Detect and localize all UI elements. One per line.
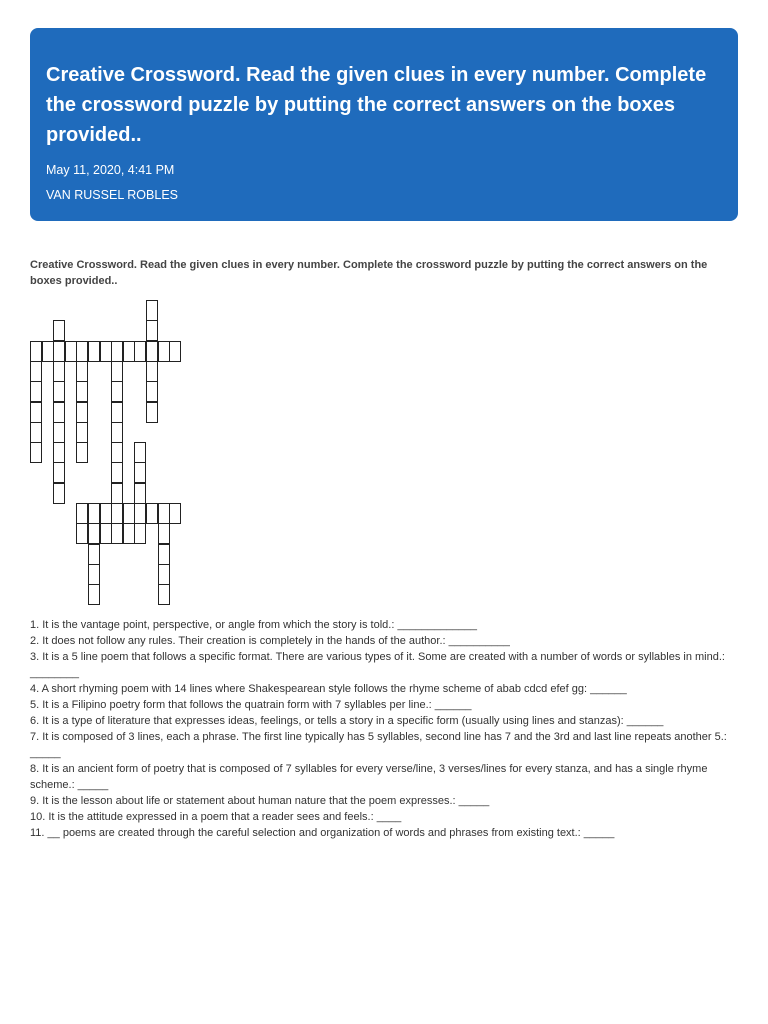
intro-text: Creative Crossword. Read the given clues in every number. Complete the crossword puzzle by putting the correct answers on the boxes provided..	[30, 259, 708, 287]
crossword-cell[interactable]	[146, 361, 158, 382]
crossword-cell[interactable]	[76, 523, 88, 544]
crossword-cell[interactable]	[134, 462, 146, 483]
crossword-cell[interactable]	[111, 483, 123, 504]
crossword-cell[interactable]	[100, 341, 112, 362]
crossword-cell[interactable]	[111, 462, 123, 483]
crossword-cell[interactable]	[100, 523, 112, 544]
crossword-cell[interactable]	[53, 381, 65, 402]
crossword-cell[interactable]	[53, 402, 65, 423]
clue-item: 4. A short rhyming poem with 14 lines where Shakespearean style follows the rhyme scheme of abab cdcd efef gg: ______	[30, 683, 627, 695]
crossword-cell[interactable]	[53, 341, 65, 362]
crossword-cell[interactable]	[30, 422, 42, 443]
crossword-cell[interactable]	[53, 483, 65, 504]
crossword-cell[interactable]	[123, 523, 135, 544]
crossword-cell[interactable]	[88, 564, 100, 585]
crossword-cell[interactable]	[158, 544, 170, 565]
crossword-cell[interactable]	[30, 361, 42, 382]
crossword-cell[interactable]	[134, 341, 146, 362]
crossword-cell[interactable]	[76, 381, 88, 402]
page-title: Creative Crossword. Read the given clues in every number. Complete the crossword puzzle by putting the correct answers on the boxes provided..	[46, 64, 707, 146]
crossword-cell[interactable]	[88, 341, 100, 362]
crossword-cell[interactable]	[76, 422, 88, 443]
crossword-cell[interactable]	[134, 483, 146, 504]
author-name: VAN RUSSEL ROBLES	[46, 188, 178, 202]
header-banner	[30, 28, 738, 221]
clue-item: 1. It is the vantage point, perspective, or angle from which the story is told.: _____________	[30, 619, 477, 631]
crossword-cell[interactable]	[111, 442, 123, 463]
clue-item: 2. It does not follow any rules. Their creation is completely in the hands of the author.: __________	[30, 635, 510, 647]
crossword-cell[interactable]	[76, 442, 88, 463]
crossword-cell[interactable]	[88, 544, 100, 565]
clue-item: 5. It is a Filipino poetry form that follows the quatrain form with 7 syllables per line.: ______	[30, 699, 472, 711]
crossword-cell[interactable]	[53, 361, 65, 382]
clue-list	[30, 617, 740, 841]
crossword-cell[interactable]	[134, 442, 146, 463]
crossword-cell[interactable]	[111, 341, 123, 362]
crossword-cell[interactable]	[158, 341, 170, 362]
clue-item: 6. It is a type of literature that expresses ideas, feelings, or tells a story in a specific form (usually using lines and stanzas): ______	[30, 715, 664, 727]
crossword-cell[interactable]	[111, 503, 123, 524]
crossword-cell[interactable]	[30, 402, 42, 423]
crossword-cell[interactable]	[53, 462, 65, 483]
crossword-cell[interactable]	[123, 341, 135, 362]
crossword-cell[interactable]	[134, 523, 146, 544]
crossword-cell[interactable]	[53, 320, 65, 341]
crossword-cell[interactable]	[76, 402, 88, 423]
crossword-cell[interactable]	[123, 503, 135, 524]
clue-item: 3. It is a 5 line poem that follows a specific format. There are various types of it. Some are created with a number of words or syllables in mind.: ________	[30, 651, 725, 679]
clue-item: 9. It is the lesson about life or statement about human nature that the poem expresses.: _____	[30, 795, 490, 807]
clue-item: 11. __ poems are created through the careful selection and organization of words and phrases from existing text.: _____	[30, 827, 615, 839]
crossword-cell[interactable]	[134, 503, 146, 524]
crossword-cell[interactable]	[158, 503, 170, 524]
crossword-cell[interactable]	[158, 523, 170, 544]
crossword-cell[interactable]	[146, 341, 158, 362]
clue-item: 8. It is an ancient form of poetry that is composed of 7 syllables for every verse/line, 3 verses/lines for every stanza, and has a single rhyme scheme.: _____	[30, 763, 708, 791]
post-date: May 11, 2020, 4:41 PM	[46, 163, 175, 177]
crossword-cell[interactable]	[53, 422, 65, 443]
crossword-cell[interactable]	[88, 523, 100, 544]
crossword-cell[interactable]	[169, 341, 181, 362]
crossword-cell[interactable]	[146, 320, 158, 341]
crossword-cell[interactable]	[65, 341, 77, 362]
crossword-cell[interactable]	[146, 503, 158, 524]
crossword-cell[interactable]	[100, 503, 112, 524]
crossword-cell[interactable]	[76, 361, 88, 382]
crossword-cell[interactable]	[30, 381, 42, 402]
crossword-cell[interactable]	[42, 341, 54, 362]
crossword-cell[interactable]	[146, 381, 158, 402]
crossword-cell[interactable]	[111, 422, 123, 443]
crossword-cell[interactable]	[111, 361, 123, 382]
crossword-cell[interactable]	[146, 300, 158, 321]
clue-item: 7. It is composed of 3 lines, each a phrase. The first line typically has 5 syllables, second line has 7 and the 3rd and last line repeats another 5.: _____	[30, 731, 727, 759]
crossword-cell[interactable]	[158, 584, 170, 605]
crossword-cell[interactable]	[88, 503, 100, 524]
crossword-cell[interactable]	[158, 564, 170, 585]
crossword-cell[interactable]	[76, 341, 88, 362]
crossword-cell[interactable]	[30, 341, 42, 362]
crossword-cell[interactable]	[111, 523, 123, 544]
crossword-cell[interactable]	[76, 503, 88, 524]
crossword-cell[interactable]	[169, 503, 181, 524]
crossword-cell[interactable]	[111, 402, 123, 423]
crossword-cell[interactable]	[53, 442, 65, 463]
crossword-cell[interactable]	[30, 442, 42, 463]
crossword-cell[interactable]	[146, 402, 158, 423]
crossword-cell[interactable]	[88, 584, 100, 605]
crossword-cell[interactable]	[111, 381, 123, 402]
clue-item: 10. It is the attitude expressed in a poem that a reader sees and feels.: ____	[30, 811, 402, 823]
